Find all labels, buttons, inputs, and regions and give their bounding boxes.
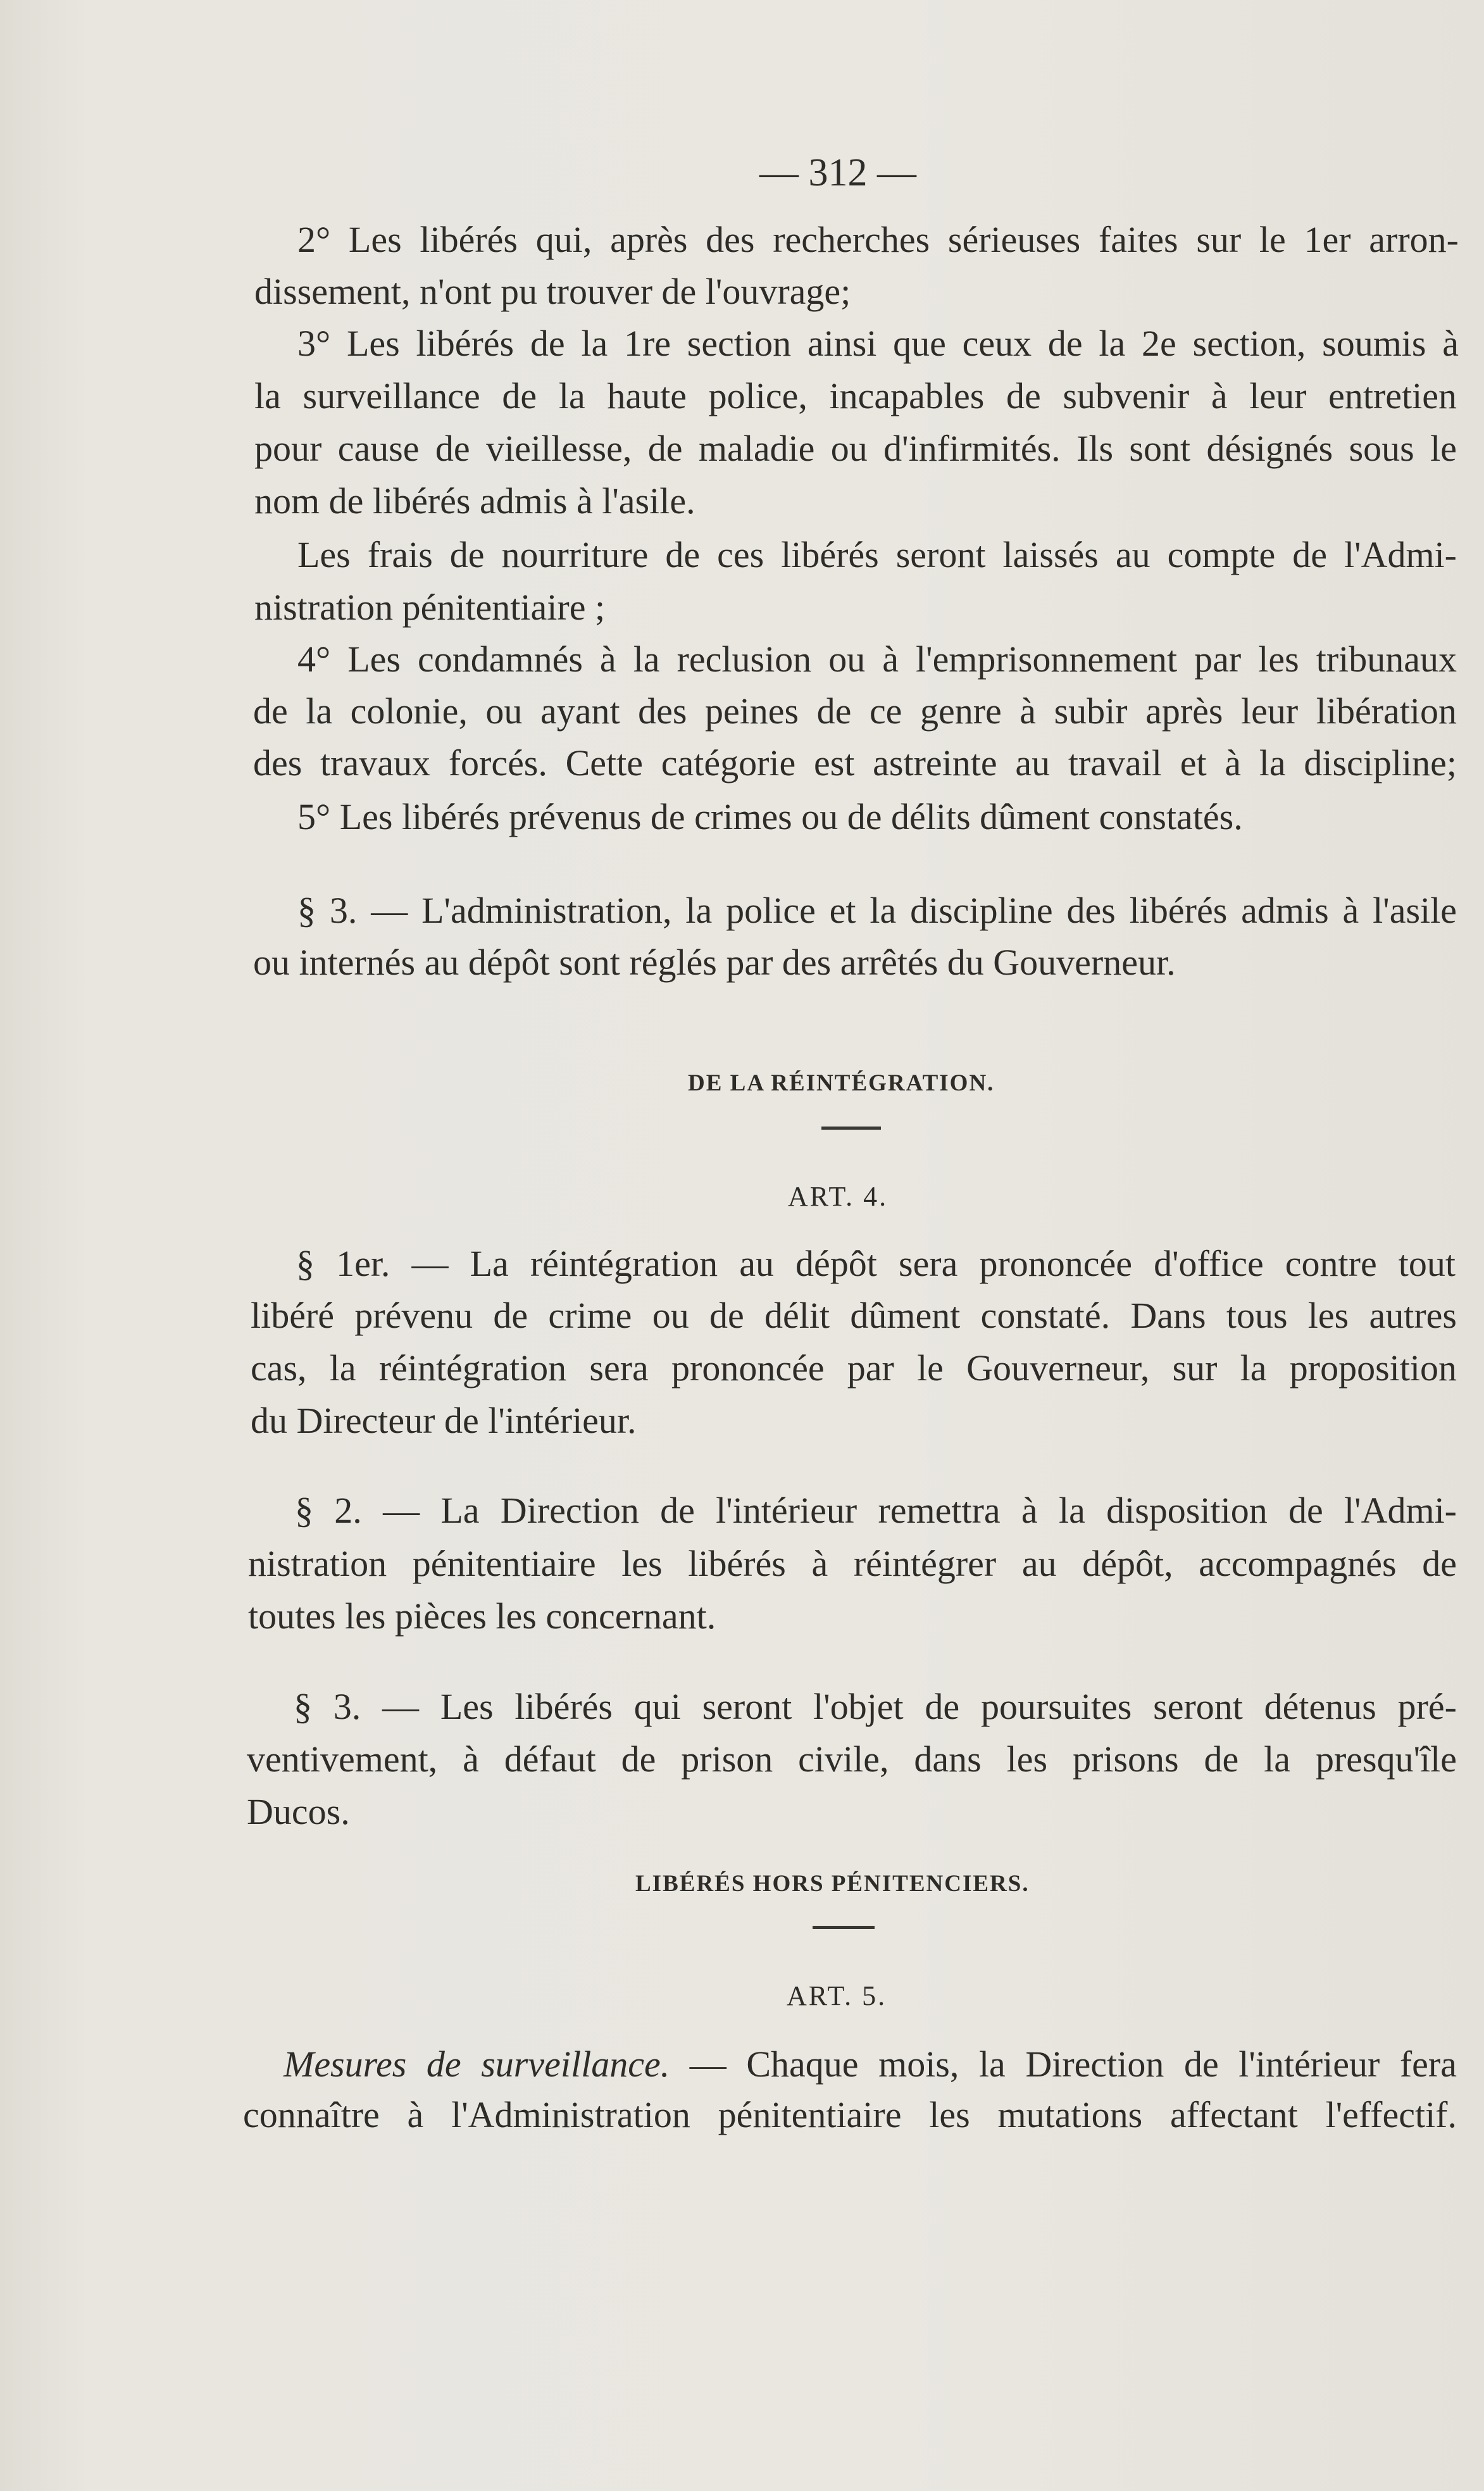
article-heading: ART. 5. [787, 1980, 887, 2011]
text-line: cas, la réintégration sera prononcée par le Gouverneur, sur la proposition [251, 1347, 1457, 1389]
article-heading: ART. 4. [788, 1181, 889, 1212]
divider-rule [813, 1926, 875, 1929]
page-number: — 312 — [759, 151, 916, 194]
section-heading: DE LA RÉINTÉGRATION. [688, 1070, 995, 1096]
text-line: Les frais de nourriture de ces libérés seront laissés au compte de l'Admi- [297, 534, 1457, 575]
text-line: 3° Les libérés de la 1re section ainsi que ceux de la 2e section, soumis à [297, 323, 1459, 364]
text-line: § 3. — Les libérés qui seront l'objet de poursuites seront détenus pré- [294, 1686, 1457, 1727]
text-line: de la colonie, ou ayant des peines de ce genre à subir après leur libération [253, 690, 1457, 732]
text-line: 4° Les condamnés à la reclusion ou à l'emprisonnement par les tribunaux [297, 639, 1457, 680]
text-line: ou internés au dépôt sont réglés par des arrêtés du Gouverneur. [253, 942, 1176, 983]
section-heading: LIBÉRÉS HORS PÉNITENCIERS. [635, 1871, 1030, 1897]
text-line: § 1er. — La réintégration au dépôt sera prononcée d'office contre tout [296, 1243, 1456, 1284]
text-run: — Chaque mois, la Direction de l'intérieur fera [670, 2044, 1457, 2085]
text-line: nistration pénitentiaire ; [254, 587, 606, 628]
divider-rule [821, 1127, 881, 1130]
text-line: 5° Les libérés prévenus de crimes ou de délits dûment constatés. [297, 796, 1243, 837]
text-line [284, 2046, 1457, 2083]
text-line: nistration pénitentiaire les libérés à réintégrer au dépôt, accompagnés de [248, 1543, 1457, 1584]
text-line: du Directeur de l'intérieur. [251, 1400, 637, 1441]
text-line: la surveillance de la haute police, incapables de subvenir à leur entretien [254, 375, 1457, 416]
text-line: 2° Les libérés qui, après des recherches sérieuses faites sur le 1er arron- [297, 219, 1459, 260]
text-line: toutes les pièces les concernant. [248, 1595, 716, 1637]
text-line: pour cause de vieillesse, de maladie ou d'infirmités. Ils sont désignés sous le [254, 428, 1457, 469]
text-line: connaître à l'Administration pénitentiaire les mutations affectant l'effectif. [243, 2094, 1457, 2135]
text-line: des travaux forcés. Cette catégorie est astreinte au travail et à la discipline; [253, 742, 1457, 784]
text-line: Ducos. [247, 1791, 350, 1832]
italic-lead: Mesures de surveillance. [284, 2044, 670, 2085]
text-line: ventivement, à défaut de prison civile, dans les prisons de la presqu'île [247, 1739, 1457, 1780]
text-line: § 2. — La Direction de l'intérieur remettra à la disposition de l'Admi- [295, 1490, 1457, 1531]
text-line: dissement, n'ont pu trouver de l'ouvrage; [254, 271, 851, 312]
text-line: libéré prévenu de crime ou de délit dûment constaté. Dans tous les autres [251, 1295, 1457, 1336]
text-line: nom de libérés admis à l'asile. [254, 480, 695, 521]
text-line: § 3. — L'administration, la police et la discipline des libérés admis à l'asile [297, 890, 1457, 931]
